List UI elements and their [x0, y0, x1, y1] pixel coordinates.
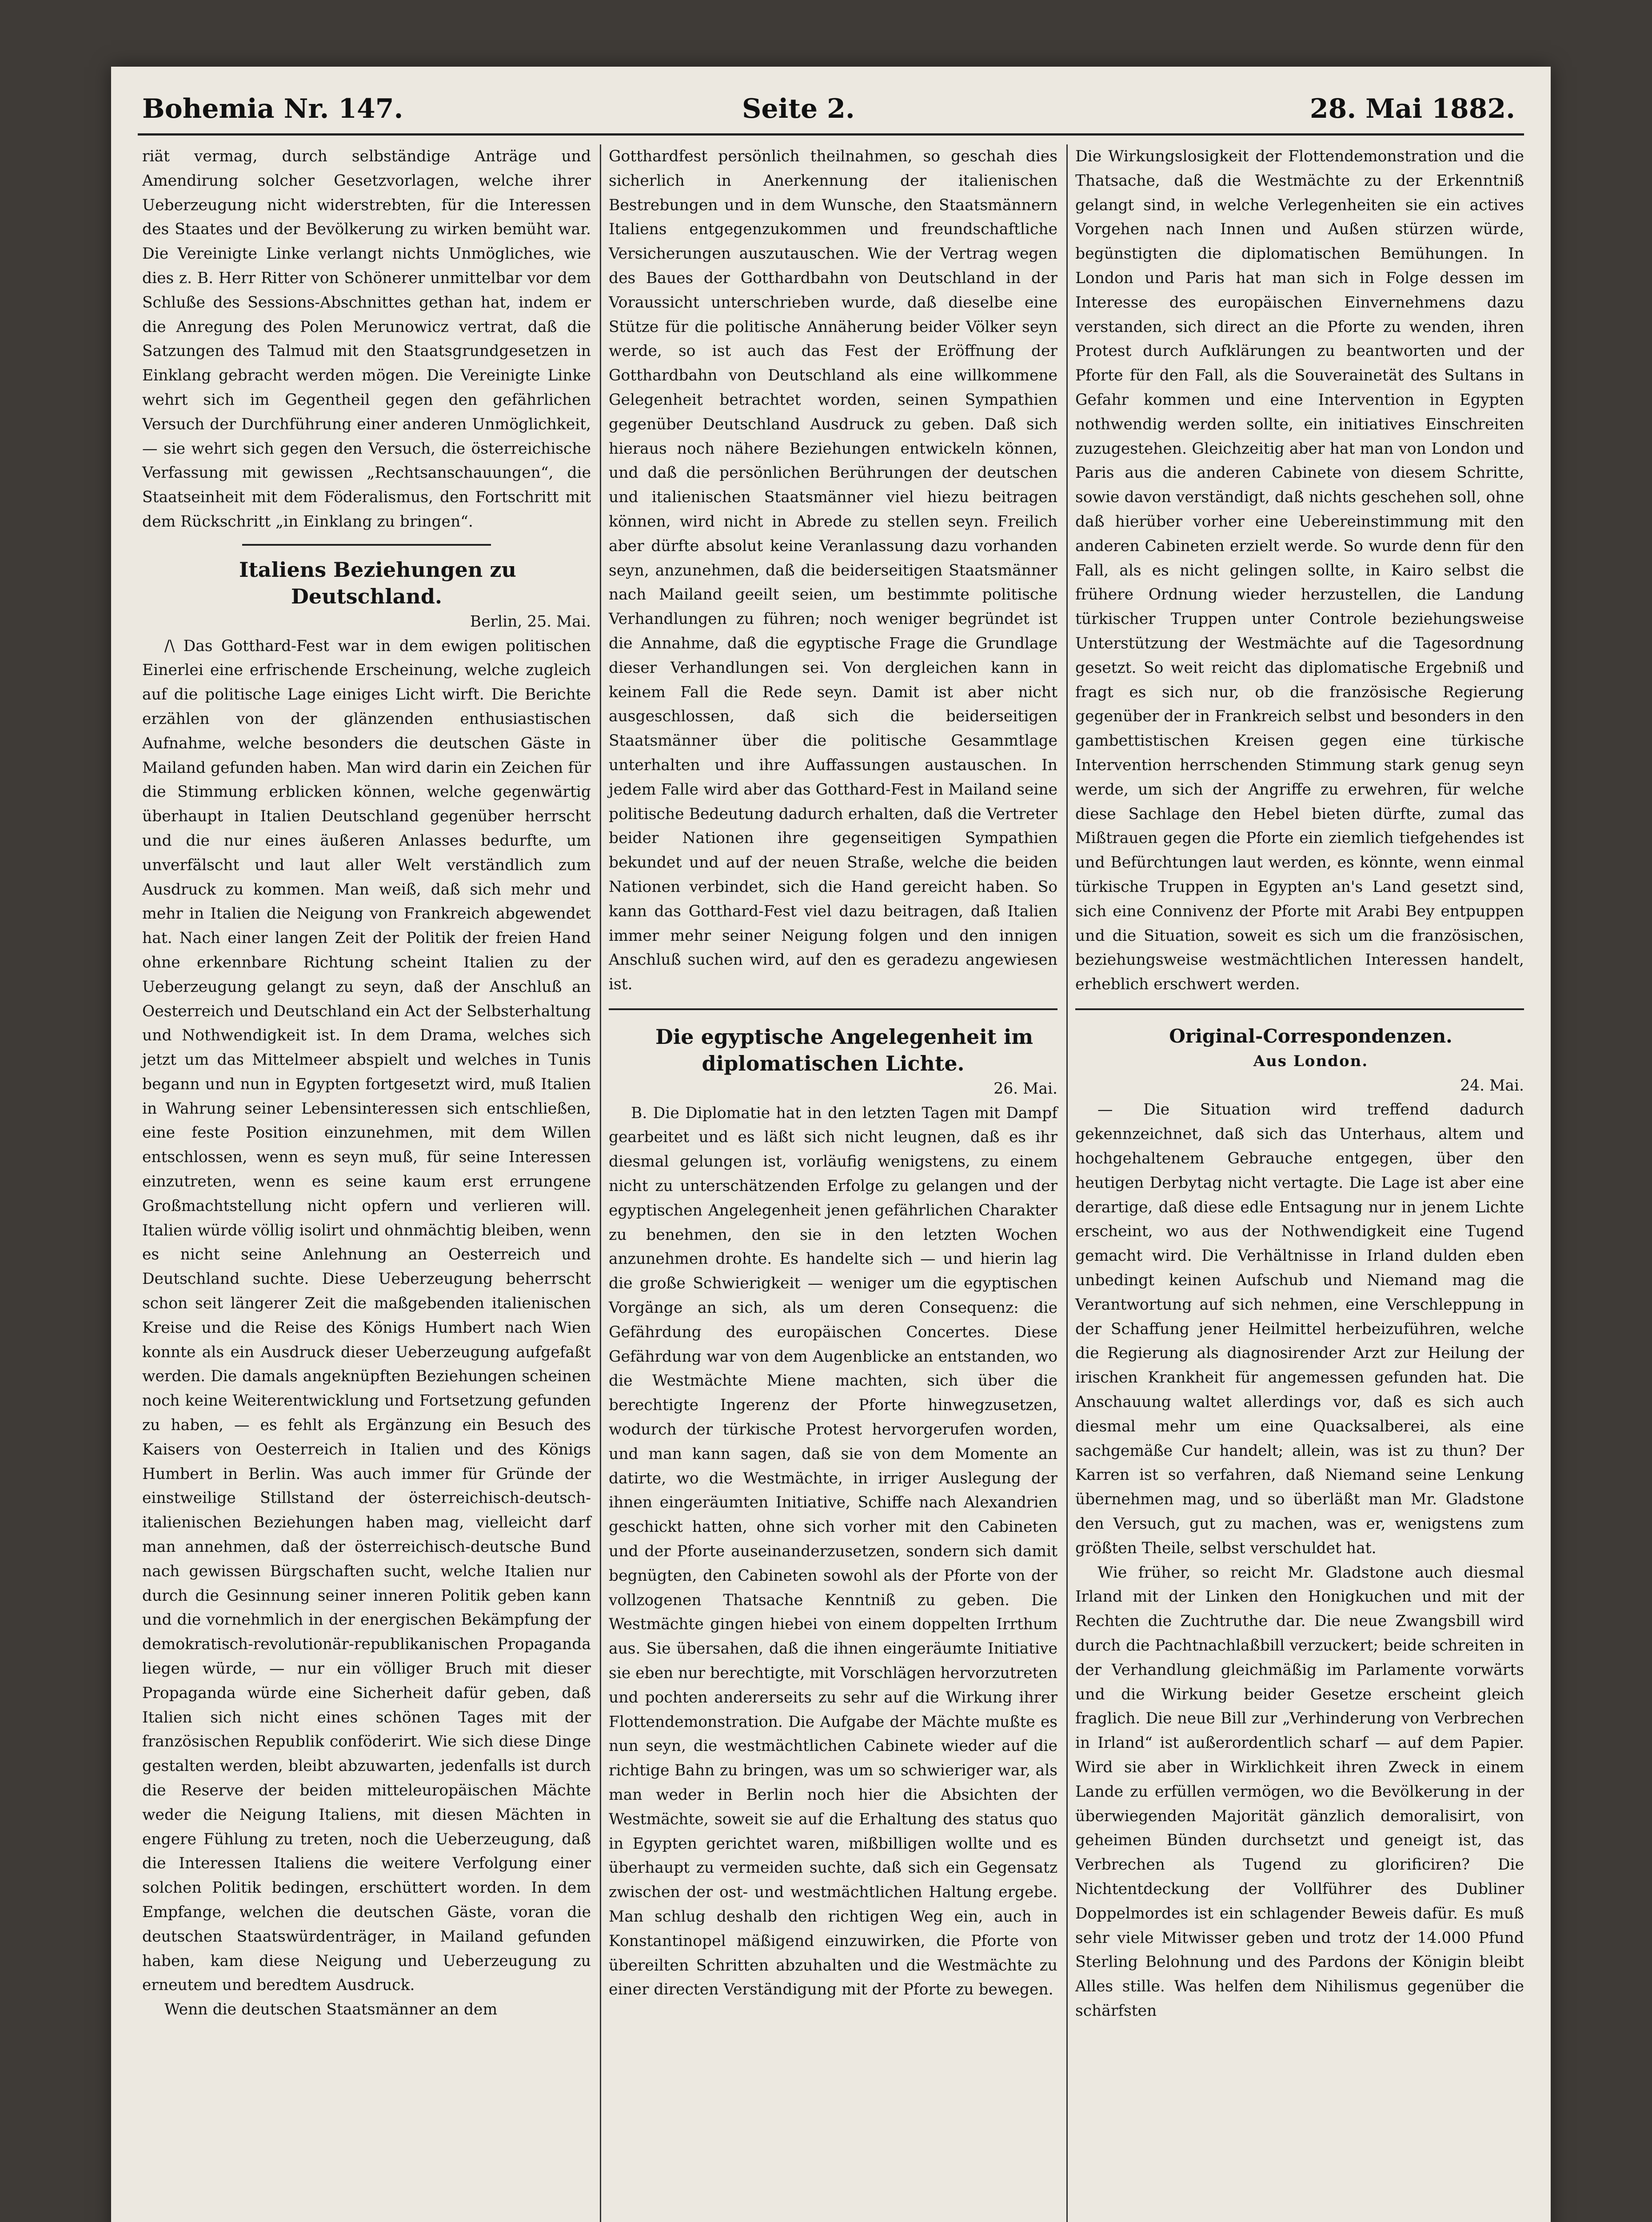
column-3 — [1075, 144, 1524, 2023]
article-heading-egypt: Die egyptische Angelegenheit im diplomatischen Lichte. — [655, 1024, 1033, 1075]
header-page-number: Seite 2. — [742, 93, 855, 124]
divider — [1075, 1008, 1524, 1010]
article-continuation: Die Wirkungslosigkeit der Flottendemonstration und die Thatsache, daß die Westmächte zu der Erkenntniß gelangt sind, in welche Verlegenheiten sie ein actives Vorgehen nach Innen und Außen stürzen würde, begünstigten die diplomatischen Bemühungen. In London und Paris hat man sich in Folge dessen im Interesse des europäischen Einvernehmens dazu verstanden, sich direct an die Pforte zu wenden, ihren Protest durch Aufklärungen zu beantworten und der Pforte für den Fall, als die Souverainetät des Sultans in Gefahr kommen und eine Intervention in Egypten nothwendig werden sollte, ein initiatives Einschreiten zuzugestehen. Gleichzeitig aber hat man von London und Paris aus die anderen Cabinete von diesem Schritte, sowie davon verständigt, daß nichts geschehen soll, ohne daß hierüber vorher eine Uebereinstimmung mit den anderen Cabineten erzielt werde. So wurde denn für den Fall, als es nicht gelingen sollte, in Kairo selbst die frühere Ordnung wieder herzustellen, die Landung türkischer Truppen unter Controle beziehungsweise Unterstützung der Westmächte auf die Tagesordnung gesetzt. So weit reicht das diplomatische Ergebniß und fragt es sich nur, ob die französische Regierung gegenüber der in Frankreich selbst und besonders in den gambettistischen Kreisen gegen eine türkische Intervention herrschenden Stimmung stark genug seyn werde, um sich der Angriffe zu erwehren, für welche diese Sachlage den Hebel bieten dürfte, zumal das Mißtrauen gegen die Pforte ein ziemlich tiefgehendes ist und Befürchtungen laut werden, es könnte, wenn einmal türkische Truppen in Egypten an's Land gesetzt sind, sich eine Connivenz der Pforte mit Arabi Bey entpuppen und die Situation, soweit es sich um die französischen, beziehungsweise westmächtlichen Interessen handelt, erheblich erschwert werden. — [1075, 148, 1524, 994]
column-1 — [142, 144, 591, 2022]
subheading-london: Aus London. — [1253, 1052, 1369, 1070]
dateline: 26. Mai. — [994, 1079, 1057, 1098]
section-heading-correspondence: Original-Correspondenzen. — [1169, 1025, 1452, 1047]
column-separator — [600, 144, 601, 2222]
page-header — [111, 84, 1551, 133]
divider — [242, 544, 491, 546]
newspaper-page — [111, 67, 1551, 2222]
article-paragraph: Wenn die deutschen Staatsmänner an dem — [164, 2001, 498, 2019]
article-continuation: riät vermag, durch selbständige Anträge und Amendirung solcher Gesetzvorlagen, welche ihrer Ueberzeugung nicht widerstrebten, für die Interessen des Staates und der Bevölkerung zu wirken bemüht war. Die Vereinigte Linke verlangt nichts Unmögliches, wie dies z. B. Herr Ritter von Schönerer unmittelbar vor dem Schluße des Sessions-Abschnittes gethan hat, indem er die Anregung des Polen Merunowicz vertrat, daß die Satzungen des Talmud mit den Staatsgrundgesetzen in Einklang gebracht werden mögen. Die Vereinigte Linke wehrt sich im Gegentheil gegen den gefährlichen Versuch der Durchführung einer anderen Unmöglichkeit, — sie wehrt sich gegen den Versuch, die österreichische Verfassung mit gewissen „Rechtsanschauungen“, die Staatseinheit mit dem Föderalismus, den Fortschritt mit dem Rückschritt „in Einklang zu bringen“. — [142, 148, 591, 531]
column-2 — [609, 144, 1057, 2002]
article-heading-italy: Italiens Beziehungen zu Deutschland. — [239, 557, 516, 608]
divider — [609, 1008, 1057, 1010]
dateline: Berlin, 25. Mai. — [470, 612, 591, 631]
column-separator — [1066, 144, 1068, 2222]
header-paper-number: Bohemia Nr. 147. — [142, 93, 403, 124]
header-rule — [138, 133, 1524, 136]
article-paragraph: Wie früher, so reicht Mr. Gladstone auch diesmal Irland mit der Linken den Honigkuchen und mit der Rechten die Zuchtruthe dar. Die neue Zwangsbill wird durch die Pachtnachlaßbill verzuckert; beide schreiten in der Verhandlung gleichmäßig im Parlamente vorwärts und die Wirkung beider Gesetze erscheint gleich fraglich. Die neue Bill zur „Verhinderung von Verbrechen in Irland“ ist außerordentlich scharf — auf dem Papier. Wird sie aber in Wirklichkeit ihren Zweck in einem Lande zu erfüllen vermögen, wo die Bevölkerung in der überwiegenden Majorität gänzlich demoralisirt, von geheimen Bünden durchsetzt und geneigt ist, das Verbrechen als Tugend zu glorificiren? Die Nichtentdeckung der Vollführer des Dubliner Doppelmordes ist ein schlagender Beweis dafür. Es muß sehr viele Mitwisser geben und trotz der 14.000 Pfund Sterling Belohnung und des Pardons der Königin bleibt Alles stille. Was helfen dem Nihilismus gegenüber die schärfsten — [1075, 1563, 1524, 2020]
header-date: 28. Mai 1882. — [1309, 93, 1515, 124]
article-paragraph: /\ Das Gotthard-Fest war in dem ewigen politischen Einerlei eine erfrischende Erscheinung, welche zugleich auf die politische Lage einiges Licht wirft. Die Berichte erzählen von der glänzenden enthusiastischen Aufnahme, welche besonders die deutschen Gäste in Mailand gefunden haben. Man wird darin ein Zeichen für die Stimmung erblicken können, welche gegenwärtig überhaupt in Italien Deutschland gegenüber herrscht und die nur eines äußeren Anlasses bedurfte, um unverfälscht und laut aller Welt verständlich zum Ausdruck zu kommen. Man weiß, daß sich mehr und mehr in Italien die Neigung von Frankreich abgewendet hat. Nach einer langen Zeit der Politik der freien Hand ohne erkennbare Richtung scheint Italien zu der Ueberzeugung gelangt zu seyn, daß der Anschluß an Oesterreich und Deutschland ein Act der Selbsterhaltung und Nothwendigkeit ist. In dem Drama, welches sich jetzt um das Mittelmeer abspielt und welches in Tunis begann und nun in Egypten fortgesetzt wird, muß Italien in Wahrung seiner Lebensinteressen sich entschließen, eine feste Position einzunehmen, mit dem Willen entschlossen, wenn es seyn muß, für seine Interessen einzutreten, wenn es seine kaum erst errungene Großmachtstellung nicht opfern und verlieren will. Italien würde völlig isolirt und ohnmächtig bleiben, wenn es nicht seine Anlehnung an Oesterreich und Deutschland suchte. Diese Ueberzeugung beherrscht schon seit längerer Zeit die maßgebenden italienischen Kreise und die Reise des Königs Humbert nach Wien konnte als ein Ausdruck dieser Ueberzeugung aufgefaßt werden. Die damals angeknüpften Beziehungen scheinen noch keine Weiterentwicklung und Fortsetzung gefunden zu haben, — es fehlt als Ergänzung ein Besuch des Kaisers von Oesterreich in Italien und des Königs Humbert in Berlin. Was auch immer für Gründe der einstweilige Stillstand der österreichisch-deutsch-italienischen Beziehungen haben mag, vielleicht darf man annehmen, daß der österreichisch-deutsche Bund nach gewissen Bürgschaften sucht, welche Italien nur durch die Gesinnung seiner inneren Politik geben kann und die vornehmlich in der energischen Bekämpfung der demokratisch-revolutionär-republikanischen Propaganda liegen würde, — nur ein völliger Bruch mit dieser Propaganda würde eine Sicherheit dafür geben, daß Italien sich nicht eines schönen Tages mit der französischen Republik conföderirt. Wie sich diese Dinge gestalten werden, bleibt abzuwarten, jedenfalls ist durch die Reserve der beiden mitteleuropäischen Mächte weder die Neigung Italiens, mit diesen Mächten in engere Fühlung zu treten, noch die Ueberzeugung, daß die Interessen Italiens die weitere Verfolgung einer solchen Politik bedingen, erschüttert worden. In dem Empfange, welchen die deutschen Gäste, voran die deutschen Staatswürdenträger, in Mailand gefunden haben, kam diese Neigung und Ueberzeugung zu erneutem und beredtem Ausdruck. — [142, 637, 591, 1994]
article-paragraph: — Die Situation wird treffend dadurch gekennzeichnet, daß sich das Unterhaus, altem und hochgehaltenem Gebrauche entgegen, über den heutigen Derbytag nicht vertagte. Die Lage ist aber eine derartige, daß diese edle Entsagung nur in jenem Lichte erscheint, wo aus der Nothwendigkeit eine Tugend gemacht wird. Die Verhältnisse in Irland dulden eben unbedingt keinen Aufschub und Niemand mag die Verantwortung auf sich nehmen, eine Verschleppung in der Schaffung jener Heilmittel herbeizuführen, welche die Regierung als diagnosirender Arzt zur Heilung der irischen Krankheit für angemessen gefunden hat. Die Anschauung waltet allerdings vor, daß es sich auch diesmal mehr um eine Quacksalberei, als eine sachgemäße Cur handelt; allein, was ist zu thun? Der Karren ist so verfahren, daß Niemand seine Lenkung übernehmen mag, und so überläßt man Mr. Gladstone den Versuch, gut zu machen, was er, wenigstens zum größten Theile, selbst verschuldet hat. — [1075, 1101, 1524, 1557]
dateline: 24. Mai. — [1460, 1076, 1524, 1095]
article-continuation: Gotthardfest persönlich theilnahmen, so geschah dies sicherlich in Anerkennung der italienischen Bestrebungen und in dem Wunsche, den Staatsmännern Italiens entgegenzukommen und freundschaftliche Versicherungen auszutauschen. Wie der Vertrag wegen des Baues der Gotthardbahn von Deutschland in der Voraussicht unterschrieben wurde, daß dieselbe eine Stütze für die politische Annäherung beider Völker seyn werde, so ist auch das Fest der Eröffnung der Gotthardbahn von Deutschland als eine willkommene Gelegenheit betrachtet worden, seinen Sympathien gegenüber Deutschland Ausdruck zu geben. Daß sich hieraus noch nähere Beziehungen entwickeln können, und daß die persönlichen Berührungen der deutschen und italienischen Staatsmänner viel hiezu beitragen können, wird nicht in Abrede zu stellen seyn. Freilich aber dürfte absolut keine Veranlassung dazu vorhanden seyn, anzunehmen, daß die beiderseitigen Staatsmänner nach Mailand geeilt seien, um bestimmte politische Verhandlungen zu führen; noch weniger begründet ist die Annahme, daß die egyptische Frage die Grundlage dieser Verhandlungen sei. Von dergleichen kann in keinem Fall die Rede seyn. Damit ist aber nicht ausgeschlossen, daß sich die beiderseitigen Staatsmänner über die politische Gesammtlage unterhalten und ihre Auffassungen austauschen. In jedem Falle wird aber das Gotthard-Fest in Mailand seine politische Bedeutung dadurch erhalten, daß die Vertreter beider Nationen ihre gegenseitigen Sympathien bekundet und auf der neuen Straße, welche die beiden Nationen verbindet, sich die Hand gereicht haben. So kann das Gotthard-Fest viel dazu beitragen, daß Italien immer mehr seiner Neigung folgen und den innigen Anschluß suchen wird, auf den es geradezu angewiesen ist. — [609, 148, 1057, 994]
article-paragraph: B. Die Diplomatie hat in den letzten Tagen mit Dampf gearbeitet und es läßt sich nicht leugnen, daß es ihr diesmal gelungen ist, vorläufig wenigstens, zu einem nicht zu unterschätzenden Erfolge zu gelangen und der egyptischen Angelegenheit jenen gefährlichen Charakter zu benehmen, den sie in den letzten Wochen anzunehmen drohte. Es handelte sich — und hierin lag die große Schwierigkeit — weniger um die egyptischen Vorgänge an sich, als um deren Consequenz: die Gefährdung des europäischen Concertes. Diese Gefährdung war von dem Augenblicke an entstanden, wo die Westmächte Miene machten, sich über die berechtigte Ingerenz der Pforte hinwegzusetzen, wodurch der türkische Protest hervorgerufen worden, und man kann sagen, daß sie von dem Momente an datirte, wo die Westmächte, in irriger Auslegung der ihnen eingeräumten Initiative, Schiffe nach Alexandrien geschickt hatten, ohne sich vorher mit den Cabineten und der Pforte auseinanderzusetzen, sondern sich damit begnügten, den Cabineten sowohl als der Pforte von der vollzogenen Thatsache Kenntniß zu geben. Die Westmächte gingen hiebei von einem doppelten Irrthum aus. Sie übersahen, daß die ihnen eingeräumte Initiative sie eben nur berechtigte, mit Vorschlägen hervorzutreten und pochten andererseits zu sehr auf die Wirkung ihrer Flottendemonstration. Die Aufgabe der Mächte mußte es nun seyn, die westmächtlichen Cabinete wieder auf die richtige Bahn zu bringen, was um so schwieriger war, als man weder in Berlin noch hier die Absichten der Westmächte, soweit sie auf die Erhaltung des status quo in Egypten gerichtet waren, mißbilligen wollte und es überhaupt zu vermeiden suchte, daß sich ein Gegensatz zwischen der ost- und westmächtlichen Haltung ergebe. Man schlug deshalb den richtigen Weg ein, auch in Konstantinopel mäßigend einzuwirken, die Pforte von übereilten Schritten abzuhalten und die Westmächte zu einer directen Verständigung mit der Pforte zu bewegen. — [609, 1104, 1057, 1999]
